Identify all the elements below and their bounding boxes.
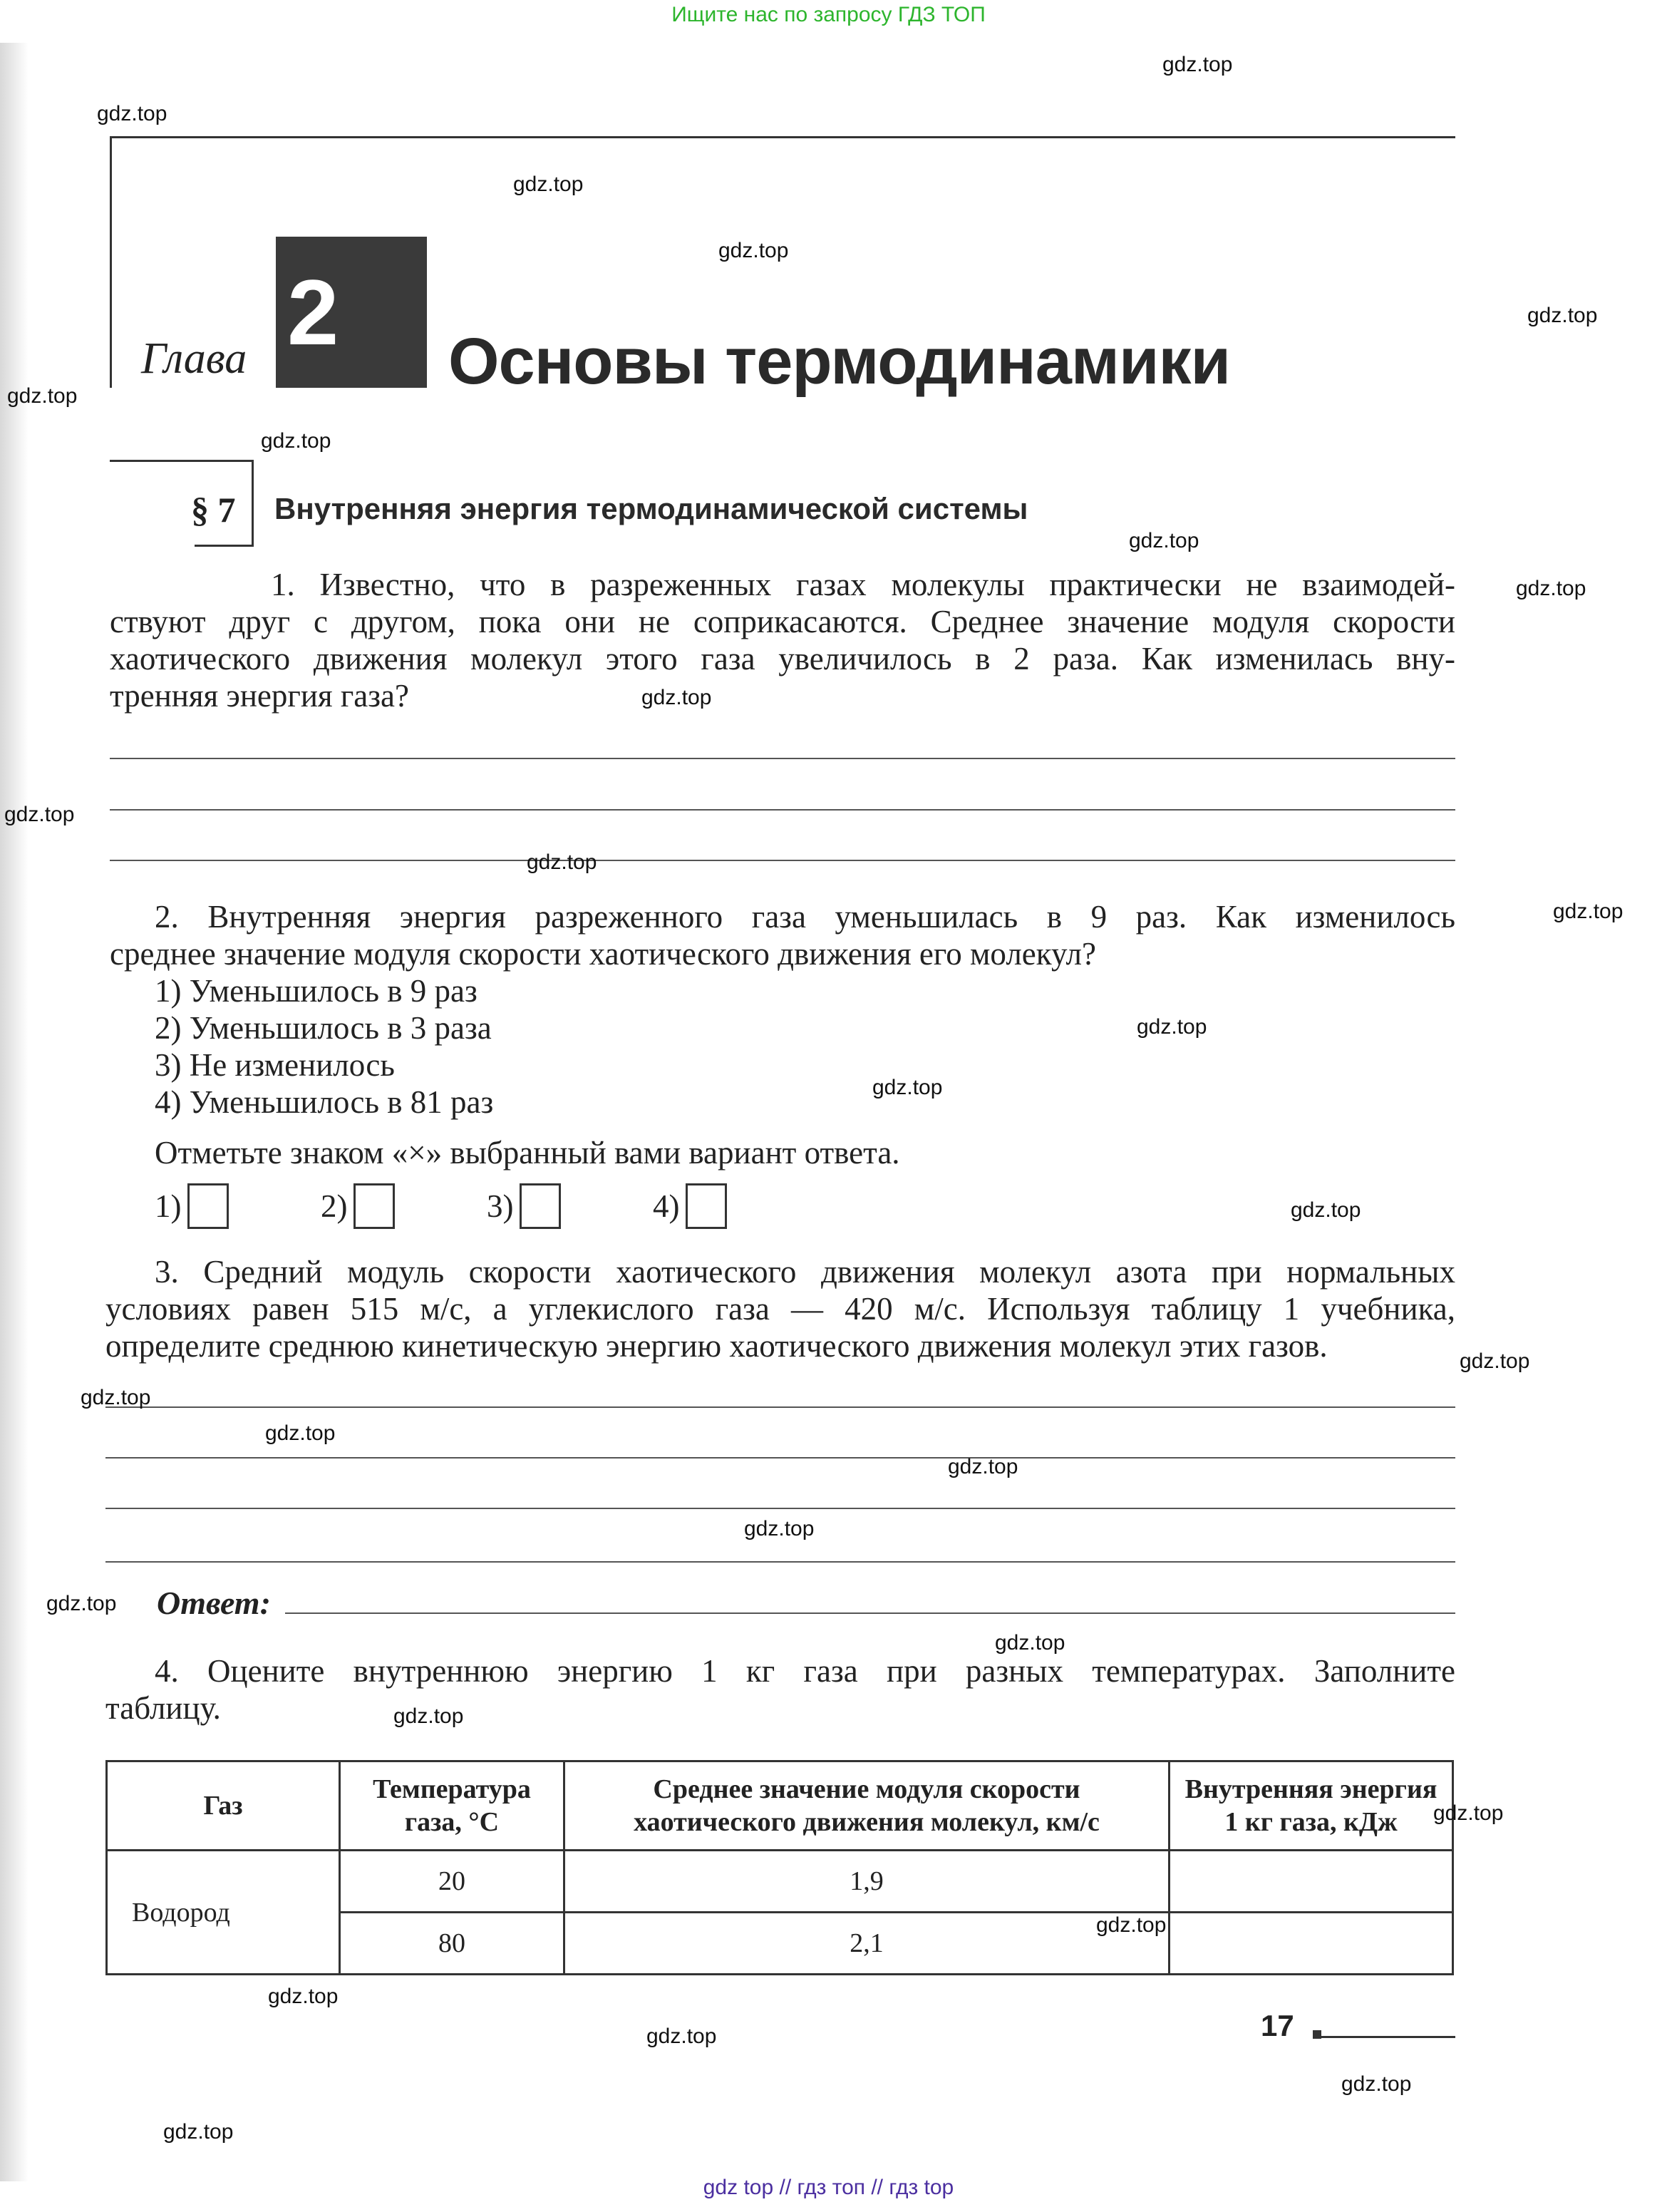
table-header: Среднее значение модуля скорости хаотического движения молекул, км/с bbox=[564, 1761, 1170, 1851]
q1-line: тренняя энергия газа? bbox=[110, 678, 410, 714]
speed-cell: 2,1 bbox=[564, 1913, 1170, 1975]
table-header: Внутренняя энергия 1 кг газа, кДж bbox=[1170, 1761, 1453, 1851]
checkbox-box[interactable] bbox=[520, 1183, 561, 1229]
watermark: gdz.top bbox=[1129, 529, 1199, 552]
watermark: gdz.top bbox=[527, 850, 597, 874]
q1-line: хаотического движения молекул этого газа увеличилось в 2 раза. Как изменилась вну- bbox=[110, 641, 1455, 677]
energy-cell[interactable] bbox=[1170, 1913, 1453, 1975]
checkbox-box[interactable] bbox=[353, 1183, 395, 1229]
checkbox-4[interactable] bbox=[653, 1183, 727, 1229]
answer-input-line[interactable] bbox=[285, 1612, 1455, 1614]
watermark: gdz.top bbox=[718, 239, 789, 262]
section-bracket-side bbox=[252, 460, 254, 547]
watermark: gdz.top bbox=[1553, 900, 1624, 923]
checkbox-label: 1) bbox=[155, 1188, 182, 1224]
checkbox-1[interactable] bbox=[155, 1183, 229, 1229]
top-rule bbox=[110, 136, 1455, 138]
watermark: gdz.top bbox=[7, 384, 78, 408]
energy-cell[interactable] bbox=[1170, 1851, 1453, 1913]
temp-cell: 80 bbox=[340, 1913, 564, 1975]
watermark: gdz.top bbox=[646, 2025, 717, 2048]
gas-cell: Водород bbox=[107, 1851, 340, 1975]
section-title: Внутренняя энергия термодинамической системы bbox=[274, 492, 1028, 525]
watermark: gdz.top bbox=[81, 1386, 151, 1409]
checkbox-box[interactable] bbox=[187, 1183, 229, 1229]
frame-left-rule bbox=[110, 136, 112, 388]
chapter-label: Глава bbox=[141, 334, 247, 383]
top-banner[interactable]: Ищите нас по запросу ГДЗ ТОП bbox=[671, 3, 986, 26]
q1-line: 1. Известно, что в разреженных газах молекулы практически не взаимодей- bbox=[271, 567, 1455, 602]
answer-line[interactable] bbox=[110, 758, 1455, 759]
watermark: gdz.top bbox=[513, 173, 584, 196]
q3-line: условиях равен 515 м/с, а углекислого газа — 420 м/с. Используя таблицу 1 учебника, bbox=[105, 1291, 1455, 1327]
page-number-rule bbox=[1313, 2036, 1455, 2038]
table-header: Температура газа, °С bbox=[340, 1761, 564, 1851]
chapter-title: Основы термодинамики bbox=[448, 325, 1231, 398]
q2-option: 3) Не изменилось bbox=[155, 1047, 395, 1083]
answer-label: Ответ: bbox=[157, 1585, 271, 1621]
q3-line: 3. Средний модуль скорости хаотического движения молекул азота при нормальных bbox=[155, 1254, 1455, 1290]
watermark: gdz.top bbox=[1433, 1801, 1504, 1825]
q2-instruction: Отметьте знаком «×» выбранный вами вариант ответа. bbox=[155, 1135, 900, 1171]
watermark: gdz.top bbox=[1137, 1015, 1207, 1039]
section-bracket-bottom bbox=[195, 545, 254, 547]
q2-option: 2) Уменьшилось в 3 раза bbox=[155, 1010, 492, 1046]
watermark: gdz.top bbox=[393, 1704, 464, 1728]
answer-line[interactable] bbox=[110, 809, 1455, 811]
watermark: gdz.top bbox=[872, 1076, 943, 1099]
section-number: § 7 bbox=[191, 490, 236, 530]
watermark: gdz.top bbox=[163, 2120, 234, 2144]
watermark: gdz.top bbox=[265, 1421, 336, 1445]
section-bracket-top bbox=[110, 460, 254, 462]
checkbox-3[interactable] bbox=[487, 1183, 561, 1229]
watermark: gdz.top bbox=[46, 1592, 117, 1615]
watermark: gdz.top bbox=[1096, 1913, 1167, 1937]
checkbox-label: 3) bbox=[487, 1188, 514, 1224]
checkbox-label: 4) bbox=[653, 1188, 680, 1224]
speed-cell: 1,9 bbox=[564, 1851, 1170, 1913]
page-shadow bbox=[0, 43, 29, 2181]
answer-line[interactable] bbox=[110, 860, 1455, 861]
watermark: gdz.top bbox=[744, 1517, 815, 1540]
energy-table bbox=[105, 1760, 1454, 1975]
temp-cell: 20 bbox=[340, 1851, 564, 1913]
watermark: gdz.top bbox=[97, 102, 167, 125]
table-header: Газ bbox=[107, 1761, 340, 1851]
watermark: gdz.top bbox=[1162, 53, 1233, 76]
watermark: gdz.top bbox=[4, 803, 75, 826]
checkbox-2[interactable] bbox=[321, 1183, 395, 1229]
q4-line: 4. Оцените внутреннюю энергию 1 кг газа при разных температурах. Заполните bbox=[155, 1653, 1455, 1689]
watermark: gdz.top bbox=[1291, 1198, 1361, 1222]
q2-option: 1) Уменьшилось в 9 раз bbox=[155, 973, 478, 1009]
q3-line: определите среднюю кинетическую энергию хаотического движения молекул этих газов. bbox=[105, 1328, 1328, 1364]
answer-line[interactable] bbox=[105, 1561, 1455, 1563]
q1-line: ствуют друг с другом, пока они не соприкасаются. Среднее значение модуля скорости bbox=[110, 604, 1455, 639]
q2-line: среднее значение модуля скорости хаотического движения его молекул? bbox=[110, 936, 1096, 972]
watermark: gdz.top bbox=[261, 429, 331, 453]
checkbox-box[interactable] bbox=[686, 1183, 727, 1229]
watermark: gdz.top bbox=[641, 686, 712, 709]
answer-line[interactable] bbox=[105, 1508, 1455, 1509]
answer-line[interactable] bbox=[105, 1457, 1455, 1459]
q4-line: таблицу. bbox=[105, 1690, 221, 1726]
watermark: gdz.top bbox=[1460, 1349, 1530, 1373]
watermark: gdz.top bbox=[1527, 304, 1598, 327]
answer-line[interactable] bbox=[105, 1406, 1455, 1408]
watermark: gdz.top bbox=[948, 1455, 1018, 1478]
footer-links[interactable]: gdz top // гдз топ // гдз top bbox=[703, 2176, 954, 2199]
checkbox-label: 2) bbox=[321, 1188, 348, 1224]
chapter-number-block: 2 bbox=[276, 237, 427, 388]
watermark: gdz.top bbox=[268, 1985, 339, 2008]
watermark: gdz.top bbox=[1516, 577, 1586, 600]
q2-line: 2. Внутренняя энергия разреженного газа уменьшилась в 9 раз. Как изменилось bbox=[155, 899, 1455, 935]
watermark: gdz.top bbox=[995, 1631, 1065, 1655]
page-number: 17 bbox=[1261, 2009, 1294, 2042]
watermark: gdz.top bbox=[1341, 2072, 1412, 2096]
q2-option: 4) Уменьшилось в 81 раз bbox=[155, 1084, 494, 1120]
table-row bbox=[107, 1851, 1453, 1913]
table-header-row bbox=[107, 1761, 1453, 1851]
